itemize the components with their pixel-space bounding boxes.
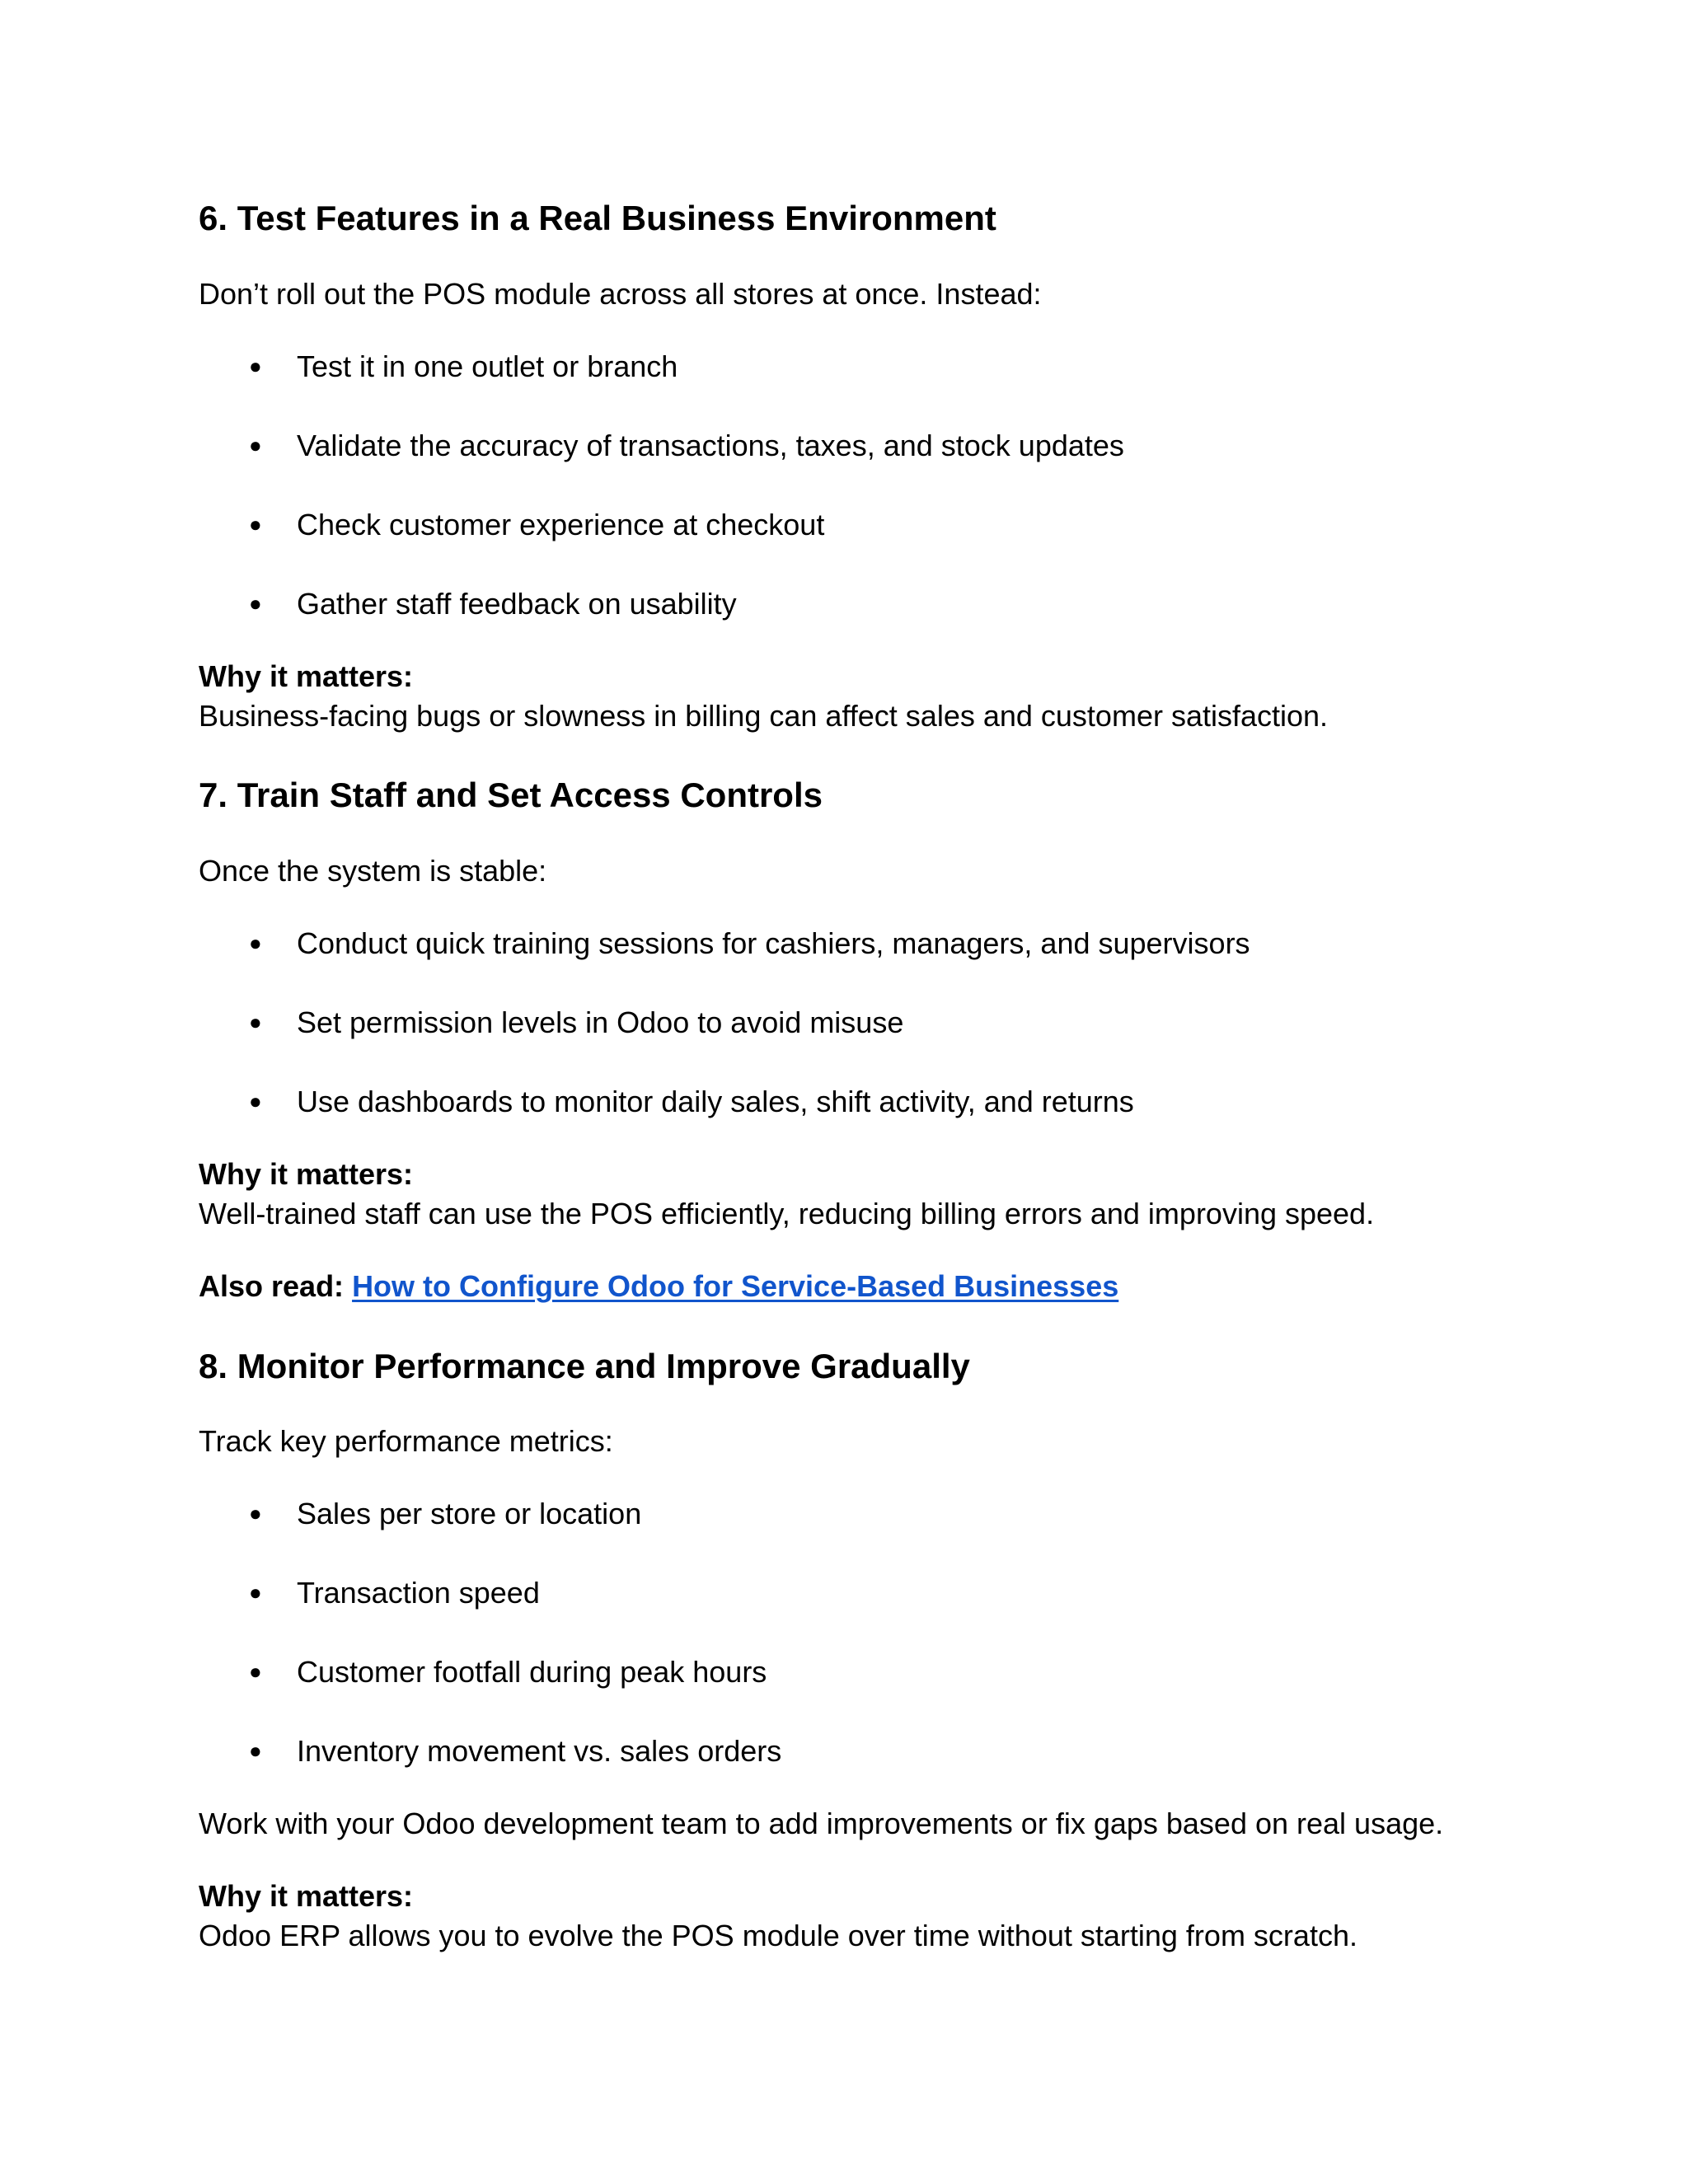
why-it-matters-text: Business-facing bugs or slowness in billing can affect sales and customer satisfaction. <box>199 699 1329 733</box>
bullet-icon: ● <box>249 1501 262 1526</box>
why-it-matters-text: Well-trained staff can use the POS efficiently, reducing billing errors and improving speed. <box>199 1197 1375 1230</box>
list-item-text: Gather staff feedback on usability <box>297 587 737 621</box>
list-item <box>249 1087 1134 1117</box>
list-item-text: Inventory movement vs. sales orders <box>297 1734 782 1768</box>
list-item-text: Set permission levels in Odoo to avoid misuse <box>297 1005 904 1039</box>
bullet-icon: ● <box>249 1010 262 1034</box>
list-item <box>249 1005 904 1039</box>
why-it-matters-text: Odoo ERP allows you to evolve the POS module over time without starting from scratch. <box>199 1919 1357 1952</box>
section-7-heading: 7. Train Staff and Set Access Controls <box>199 776 823 814</box>
list-item-text: Transaction speed <box>297 1576 540 1610</box>
bullet-icon: ● <box>249 930 262 955</box>
also-read <box>199 1269 1119 1303</box>
section-8-heading: 8. Monitor Performance and Improve Gradually <box>199 1347 970 1385</box>
why-it-matters-label: Why it matters: <box>199 659 414 693</box>
list-item <box>249 349 678 383</box>
section-8-closing: Work with your Odoo development team to add improvements or fix gaps based on real usage. <box>199 1807 1444 1840</box>
section-8-intro: Track key performance metrics: <box>199 1424 613 1458</box>
bullet-icon: ● <box>249 1738 262 1763</box>
list-item-text: Customer footfall during peak hours <box>297 1655 767 1689</box>
bullet-icon: ● <box>249 1580 262 1605</box>
section-6-intro: Don’t roll out the POS module across all stores at once. Instead: <box>199 277 1042 311</box>
list-item <box>249 510 824 540</box>
list-item-text: Use dashboards to monitor daily sales, shift activity, and returns <box>297 1085 1134 1118</box>
section-6-heading: 6. Test Features in a Real Business Environment <box>199 199 996 237</box>
bullet-icon: ● <box>249 433 262 457</box>
why-it-matters-label: Why it matters: <box>199 1879 414 1913</box>
list-item <box>249 1736 781 1766</box>
list-item-text: Conduct quick training sessions for cashiers, managers, and supervisors <box>297 926 1250 960</box>
list-item <box>249 431 1124 461</box>
list-item <box>249 1499 641 1529</box>
list-item-text: Check customer experience at checkout <box>297 508 825 541</box>
bullet-icon: ● <box>249 591 262 616</box>
bullet-icon: ● <box>249 1659 262 1684</box>
also-read-label: Also read: <box>199 1269 345 1303</box>
list-item-text: Sales per store or location <box>297 1497 642 1530</box>
also-read-link[interactable]: How to Configure Odoo for Service-Based Businesses <box>352 1269 1119 1303</box>
list-item-text: Test it in one outlet or branch <box>297 349 678 383</box>
list-item-text: Validate the accuracy of transactions, taxes, and stock updates <box>297 429 1124 462</box>
why-it-matters-label: Why it matters: <box>199 1157 414 1191</box>
list-item <box>249 926 1250 960</box>
bullet-icon: ● <box>249 512 262 537</box>
list-item <box>249 1657 767 1687</box>
section-7-intro: Once the system is stable: <box>199 854 547 888</box>
list-item <box>249 589 737 619</box>
list-item <box>249 1578 540 1608</box>
bullet-icon: ● <box>249 354 262 378</box>
bullet-icon: ● <box>249 1089 262 1113</box>
